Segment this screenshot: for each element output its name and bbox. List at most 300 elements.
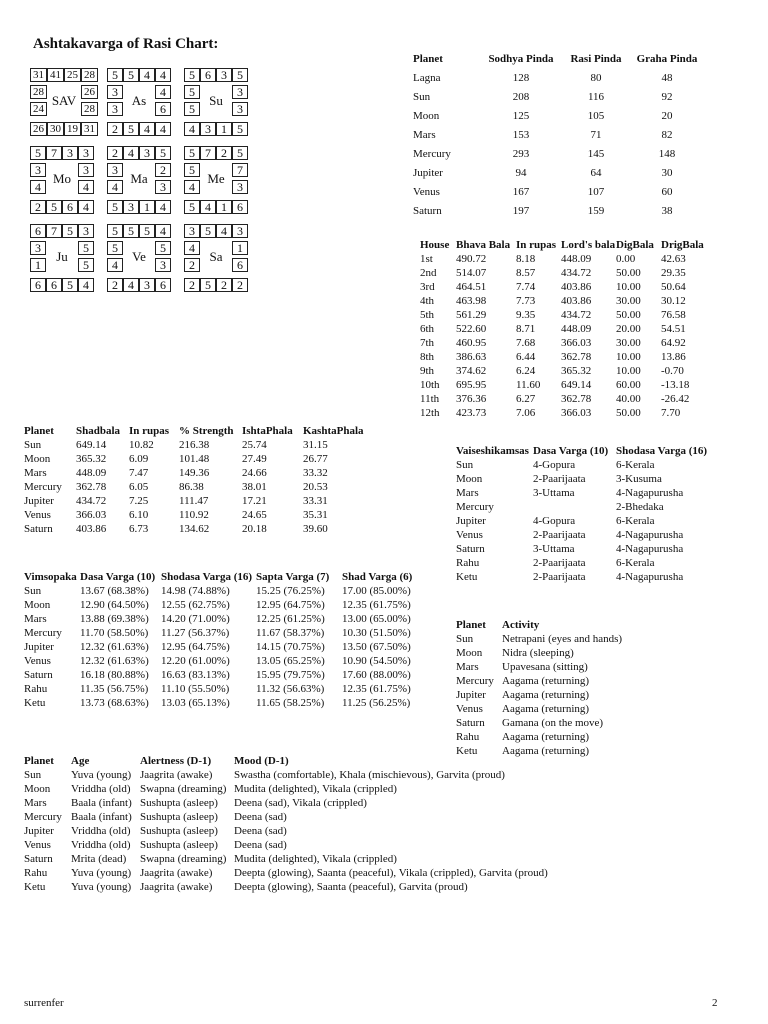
table-row bbox=[413, 164, 703, 183]
column-header: Lord's bala bbox=[561, 239, 616, 251]
table-cell: 11th bbox=[420, 393, 440, 405]
column-header: Activity bbox=[502, 619, 540, 631]
table-cell: Moon bbox=[456, 647, 483, 659]
table-cell: 434.72 bbox=[561, 309, 592, 321]
column-header: Vimsopaka bbox=[24, 571, 77, 583]
grid-cell: 3 bbox=[232, 180, 248, 194]
table-cell: Rahu bbox=[456, 557, 480, 569]
table-cell: 12.32 (61.63%) bbox=[80, 641, 149, 653]
grid-cell: 6 bbox=[200, 68, 216, 82]
table-cell: 50.64 bbox=[661, 281, 686, 293]
grid-label: Su bbox=[209, 93, 223, 108]
column-header: Sapta Varga (7) bbox=[256, 571, 330, 583]
table-cell: Lagna bbox=[413, 72, 441, 84]
table-cell: 25.74 bbox=[242, 439, 267, 451]
table-cell: 695.95 bbox=[456, 379, 487, 391]
grid-cell: 5 bbox=[184, 200, 200, 214]
grid-cell: 5 bbox=[78, 241, 94, 255]
table-cell: 376.36 bbox=[456, 393, 487, 405]
table-cell: 116 bbox=[587, 91, 605, 103]
table-cell: 7.68 bbox=[516, 337, 536, 349]
table-cell: Sushupta (asleep) bbox=[140, 839, 218, 851]
table-cell: 159 bbox=[587, 205, 605, 217]
grid-cell: 5 bbox=[123, 68, 139, 82]
table-cell: 2-Paarijaata bbox=[533, 473, 586, 485]
table-cell: 10.30 (51.50%) bbox=[342, 627, 411, 639]
grid-cell: 5 bbox=[200, 224, 216, 238]
table-cell: Mars bbox=[24, 467, 47, 479]
table-row bbox=[456, 660, 652, 674]
table-row bbox=[456, 716, 652, 730]
table-cell: 366.03 bbox=[561, 337, 592, 349]
table-row bbox=[24, 810, 548, 824]
table-cell: 8.18 bbox=[516, 253, 536, 265]
table-cell: Moon bbox=[456, 473, 483, 485]
column-header: % Strength bbox=[179, 425, 234, 437]
grid-cell: 4 bbox=[184, 122, 200, 136]
grid-cell: 6 bbox=[30, 224, 46, 238]
grid-cell: 30 bbox=[47, 122, 64, 136]
grid-cell: 28 bbox=[81, 68, 98, 82]
table-cell: 13.05 (65.25%) bbox=[256, 655, 325, 667]
table-cell: 3-Uttama bbox=[533, 487, 575, 499]
table-cell: 4-Nagapurusha bbox=[616, 543, 684, 555]
table-header-row bbox=[456, 444, 707, 458]
grid-su bbox=[184, 68, 254, 136]
grid-as bbox=[107, 68, 177, 136]
table-cell: 434.72 bbox=[76, 495, 107, 507]
table-cell: 20.00 bbox=[616, 323, 641, 335]
table-cell: 12.95 (64.75%) bbox=[256, 599, 325, 611]
table-cell: 50.00 bbox=[616, 309, 641, 321]
table-row bbox=[413, 126, 703, 145]
grid-cell: 26 bbox=[81, 85, 98, 99]
table-cell: 463.98 bbox=[456, 295, 487, 307]
grid-cell: 3 bbox=[155, 258, 171, 272]
grid-cell: 24 bbox=[30, 102, 47, 116]
table-cell: 12.35 (61.75%) bbox=[342, 599, 411, 611]
column-header: House bbox=[420, 239, 450, 251]
table-row bbox=[456, 458, 707, 472]
table-cell: Rahu bbox=[456, 731, 480, 743]
table-cell: 362.78 bbox=[561, 393, 592, 405]
table-row bbox=[24, 880, 548, 894]
table-cell: 8th bbox=[420, 351, 435, 363]
table-cell: 12.95 (64.75%) bbox=[161, 641, 230, 653]
grid-cell: 19 bbox=[64, 122, 81, 136]
table-cell: 366.03 bbox=[561, 407, 592, 419]
table-header-row bbox=[24, 424, 364, 438]
table-cell: 7.73 bbox=[516, 295, 536, 307]
grid-me bbox=[184, 146, 254, 214]
table-cell: 403.86 bbox=[76, 523, 107, 535]
table-cell: 12th bbox=[420, 407, 440, 419]
table-cell: 11.67 (58.37%) bbox=[256, 627, 325, 639]
grid-cell: 3 bbox=[155, 180, 171, 194]
table-cell: 4th bbox=[420, 295, 435, 307]
table-cell: Sushupta (asleep) bbox=[140, 797, 218, 809]
table-row bbox=[456, 688, 652, 702]
grid-cell: 2 bbox=[232, 278, 248, 292]
table-row bbox=[420, 336, 706, 350]
table-cell: 76.58 bbox=[661, 309, 686, 321]
table-cell: 10.00 bbox=[616, 365, 641, 377]
table-cell: Venus bbox=[24, 655, 51, 667]
grid-cell: 3 bbox=[107, 102, 123, 116]
grid-label: Me bbox=[207, 171, 225, 186]
table-cell: 60.00 bbox=[616, 379, 641, 391]
table-cell: Aagama (returning) bbox=[502, 675, 590, 687]
table-cell: 6th bbox=[420, 323, 435, 335]
column-header: Planet bbox=[24, 425, 54, 437]
table-cell: 13.73 (68.63%) bbox=[80, 697, 149, 709]
grid-cell: 3 bbox=[184, 224, 200, 238]
grid-cell: 1 bbox=[30, 258, 46, 272]
grid-cell: 4 bbox=[123, 146, 139, 160]
grid-cell: 4 bbox=[155, 85, 171, 99]
table-cell: Mercury bbox=[456, 675, 494, 687]
table-cell: Mercury bbox=[413, 148, 451, 160]
table-cell: Netrapani (eyes and hands) bbox=[502, 633, 623, 645]
column-header: Shodasa Varga (16) bbox=[616, 445, 708, 457]
grid-cell: 2 bbox=[30, 200, 46, 214]
table-cell: 134.62 bbox=[179, 523, 210, 535]
table-cell: 6-Kerala bbox=[616, 515, 655, 527]
table-cell: Mercury bbox=[24, 811, 62, 823]
grid-cell: 4 bbox=[107, 180, 123, 194]
table-cell: 12.55 (62.75%) bbox=[161, 599, 230, 611]
table-cell: 15.25 (76.25%) bbox=[256, 585, 325, 597]
grid-cell: 28 bbox=[81, 102, 98, 116]
table-cell: 39.60 bbox=[303, 523, 328, 535]
table-row bbox=[24, 668, 422, 682]
grid-cell: 3 bbox=[232, 224, 248, 238]
grid-cell: 4 bbox=[155, 68, 171, 82]
grid-cell: 2 bbox=[184, 278, 200, 292]
table-cell: 10.82 bbox=[129, 439, 154, 451]
table-cell: Swapna (dreaming) bbox=[140, 783, 227, 795]
table-cell: 12.90 (64.50%) bbox=[80, 599, 149, 611]
grid-ma bbox=[107, 146, 177, 214]
table-cell: 13.67 (68.38%) bbox=[80, 585, 149, 597]
table-cell: -13.18 bbox=[661, 379, 690, 391]
table-cell: 24.66 bbox=[242, 467, 267, 479]
table-cell: 649.14 bbox=[76, 439, 107, 451]
grid-cell: 6 bbox=[232, 258, 248, 272]
table-row bbox=[24, 480, 364, 494]
table-row bbox=[24, 796, 548, 810]
pinda-table bbox=[413, 50, 703, 221]
table-cell: 13.50 (67.50%) bbox=[342, 641, 411, 653]
table-cell: 35.31 bbox=[303, 509, 328, 521]
table-cell: 6-Kerala bbox=[616, 557, 655, 569]
grid-cell: 3 bbox=[30, 163, 46, 177]
table-row bbox=[24, 782, 548, 796]
table-cell: 125 bbox=[512, 110, 530, 122]
grid-cell: 5 bbox=[107, 200, 123, 214]
table-cell: 12.32 (61.63%) bbox=[80, 655, 149, 667]
table-row bbox=[24, 466, 364, 480]
column-header: Shadbala bbox=[76, 425, 121, 437]
grid-cell: 4 bbox=[30, 180, 46, 194]
table-cell: 10.90 (54.50%) bbox=[342, 655, 411, 667]
table-cell: 6.24 bbox=[516, 365, 536, 377]
table-cell: Mars bbox=[24, 797, 47, 809]
table-cell: 11.65 (58.25%) bbox=[256, 697, 325, 709]
grid-cell: 5 bbox=[123, 224, 139, 238]
table-cell: 8.57 bbox=[516, 267, 536, 279]
grid-mo bbox=[30, 146, 100, 214]
table-cell: 2-Paarijaata bbox=[533, 557, 586, 569]
table-row bbox=[413, 107, 703, 126]
table-cell: 11.35 (56.75%) bbox=[80, 683, 149, 695]
grid-cell: 3 bbox=[107, 163, 123, 177]
table-cell: Ketu bbox=[24, 881, 46, 893]
table-cell: 423.73 bbox=[456, 407, 487, 419]
table-cell: Aagama (returning) bbox=[502, 731, 590, 743]
table-cell: Yuva (young) bbox=[71, 867, 132, 879]
table-cell: 14.15 (70.75%) bbox=[256, 641, 325, 653]
grid-cell: 3 bbox=[139, 278, 155, 292]
table-row bbox=[420, 392, 706, 406]
table-cell: 464.51 bbox=[456, 281, 487, 293]
grid-cell: 5 bbox=[232, 146, 248, 160]
table-row bbox=[420, 308, 706, 322]
table-cell: 12.35 (61.75%) bbox=[342, 683, 411, 695]
table-cell: Venus bbox=[456, 529, 483, 541]
table-cell: 2-Paarijaata bbox=[533, 571, 586, 583]
table-cell: Jaagrita (awake) bbox=[140, 881, 213, 893]
column-header: Dasa Varga (10) bbox=[533, 445, 609, 457]
grid-cell: 5 bbox=[184, 102, 200, 116]
table-cell: Saturn bbox=[24, 523, 53, 535]
table-row bbox=[420, 280, 706, 294]
table-cell: Mercury bbox=[24, 481, 62, 493]
table-cell: 649.14 bbox=[561, 379, 592, 391]
table-cell: 7.06 bbox=[516, 407, 536, 419]
column-header: Planet bbox=[24, 755, 54, 767]
table-cell: 365.32 bbox=[561, 365, 592, 377]
grid-sav bbox=[30, 68, 100, 135]
table-cell: 6.73 bbox=[129, 523, 149, 535]
grid-cell: 7 bbox=[46, 146, 62, 160]
table-cell: 7th bbox=[420, 337, 435, 349]
table-cell: 105 bbox=[587, 110, 605, 122]
grid-cell: 3 bbox=[78, 224, 94, 238]
table-cell: 167 bbox=[512, 186, 530, 198]
grid-cell: 4 bbox=[139, 68, 155, 82]
grid-cell: 31 bbox=[81, 122, 98, 136]
shadbala-table bbox=[24, 424, 364, 536]
table-cell: 92 bbox=[661, 91, 673, 103]
table-cell: 38 bbox=[661, 205, 673, 217]
column-header: Bhava Bala bbox=[456, 239, 511, 251]
grid-cell: 3 bbox=[78, 163, 94, 177]
table-cell: Sushupta (asleep) bbox=[140, 811, 218, 823]
table-cell: Jaagrita (awake) bbox=[140, 867, 213, 879]
table-cell: Rahu bbox=[24, 867, 48, 879]
table-row bbox=[456, 514, 707, 528]
table-row bbox=[24, 452, 364, 466]
table-cell: 6.44 bbox=[516, 351, 536, 363]
grid-cell: 2 bbox=[216, 278, 232, 292]
grid-cell: 5 bbox=[184, 85, 200, 99]
table-row bbox=[413, 183, 703, 202]
table-cell: Mrita (dead) bbox=[71, 853, 127, 865]
table-cell: Yuva (young) bbox=[71, 881, 132, 893]
grid-cell: 4 bbox=[139, 122, 155, 136]
grid-cell: 3 bbox=[232, 102, 248, 116]
grid-cell: 7 bbox=[200, 146, 216, 160]
table-cell: 30.12 bbox=[661, 295, 686, 307]
table-cell: 14.98 (74.88%) bbox=[161, 585, 230, 597]
column-header: Dasa Varga (10) bbox=[80, 571, 156, 583]
grid-cell: 4 bbox=[155, 122, 171, 136]
grid-label: Sa bbox=[209, 249, 223, 264]
table-cell: 7.47 bbox=[129, 467, 149, 479]
grid-label: As bbox=[131, 93, 147, 108]
table-cell: 11.32 (56.63%) bbox=[256, 683, 325, 695]
grid-cell: 31 bbox=[30, 68, 47, 82]
table-row bbox=[456, 674, 652, 688]
table-cell: Moon bbox=[24, 783, 51, 795]
table-cell: 17.00 (85.00%) bbox=[342, 585, 411, 597]
table-cell: Ketu bbox=[456, 571, 478, 583]
table-cell: 42.63 bbox=[661, 253, 686, 265]
table-cell: 153 bbox=[512, 129, 530, 141]
table-row bbox=[24, 584, 422, 598]
table-cell: 26.77 bbox=[303, 453, 328, 465]
table-cell: 4-Nagapurusha bbox=[616, 571, 684, 583]
grid-cell: 5 bbox=[155, 241, 171, 255]
grid-cell: 5 bbox=[184, 146, 200, 160]
grid-cell: 3 bbox=[123, 200, 139, 214]
table-cell: 6.09 bbox=[129, 453, 149, 465]
grid-cell: 2 bbox=[155, 163, 171, 177]
table-cell: 6.27 bbox=[516, 393, 536, 405]
table-cell: 403.86 bbox=[561, 295, 592, 307]
table-cell: 448.09 bbox=[561, 323, 592, 335]
footer-left: surrenfer bbox=[24, 997, 64, 1009]
table-cell: 561.29 bbox=[456, 309, 487, 321]
grid-cell: 5 bbox=[184, 163, 200, 177]
table-cell: 8.71 bbox=[516, 323, 536, 335]
table-cell: Saturn bbox=[24, 669, 53, 681]
table-header-row bbox=[456, 618, 652, 632]
table-cell: Sun bbox=[24, 439, 42, 451]
table-row bbox=[24, 438, 364, 452]
table-cell: Mercury bbox=[456, 501, 494, 513]
table-cell: 6.10 bbox=[129, 509, 149, 521]
column-header: Sodhya Pinda bbox=[488, 53, 554, 65]
grid-cell: 41 bbox=[47, 68, 64, 82]
table-cell: 11.10 (55.50%) bbox=[161, 683, 230, 695]
table-cell: Swastha (comfortable), Khala (mischievous), Garvita (proud) bbox=[234, 769, 505, 781]
table-cell: Aagama (returning) bbox=[502, 689, 590, 701]
table-cell: 3-Uttama bbox=[533, 543, 575, 555]
table-row bbox=[456, 528, 707, 542]
table-cell: 4-Nagapurusha bbox=[616, 487, 684, 499]
grid-cell: 6 bbox=[155, 278, 171, 292]
table-cell: -0.70 bbox=[661, 365, 684, 377]
table-cell: 71 bbox=[590, 129, 602, 141]
table-row bbox=[420, 252, 706, 266]
column-header: IshtaPhala bbox=[242, 425, 293, 437]
table-cell: Saturn bbox=[456, 543, 485, 555]
table-cell: 110.92 bbox=[179, 509, 209, 521]
column-header: Shad Varga (6) bbox=[342, 571, 413, 583]
table-cell: 107 bbox=[587, 186, 605, 198]
table-row bbox=[413, 202, 703, 221]
table-cell: 3-Kusuma bbox=[616, 473, 662, 485]
table-cell: Venus bbox=[413, 186, 440, 198]
grid-label: Ma bbox=[130, 171, 148, 186]
grid-cell: 5 bbox=[200, 278, 216, 292]
column-header: In rupas bbox=[516, 239, 557, 251]
table-cell: 64 bbox=[590, 167, 602, 179]
table-row bbox=[413, 145, 703, 164]
grid-cell: 2 bbox=[184, 258, 200, 272]
table-cell: Yuva (young) bbox=[71, 769, 132, 781]
grid-cell: 4 bbox=[107, 258, 123, 272]
table-cell: 13.03 (65.13%) bbox=[161, 697, 230, 709]
table-cell: 448.09 bbox=[76, 467, 107, 479]
table-row bbox=[24, 696, 422, 710]
table-cell: 60 bbox=[661, 186, 673, 198]
table-cell: 24.65 bbox=[242, 509, 267, 521]
table-cell: 2-Bhedaka bbox=[616, 501, 664, 513]
table-row bbox=[456, 702, 652, 716]
table-cell: Jupiter bbox=[24, 641, 54, 653]
table-row bbox=[420, 350, 706, 364]
table-row bbox=[24, 494, 364, 508]
table-row bbox=[420, 294, 706, 308]
grid-ju bbox=[30, 224, 100, 292]
table-cell: 50.00 bbox=[616, 407, 641, 419]
table-cell: 13.86 bbox=[661, 351, 686, 363]
table-cell: Saturn bbox=[413, 205, 442, 217]
grid-ve bbox=[107, 224, 177, 292]
grid-cell: 4 bbox=[184, 241, 200, 255]
table-cell: 64.92 bbox=[661, 337, 686, 349]
table-cell: Deena (sad), Vikala (crippled) bbox=[234, 797, 367, 809]
bhava-bala-table bbox=[420, 238, 706, 420]
table-cell: 4-Gopura bbox=[533, 515, 576, 527]
grid-cell: 4 bbox=[155, 224, 171, 238]
table-cell: 365.32 bbox=[76, 453, 107, 465]
column-header: KashtaPhala bbox=[303, 425, 364, 437]
table-row bbox=[456, 570, 707, 584]
table-cell: 33.31 bbox=[303, 495, 328, 507]
grid-cell: 5 bbox=[62, 224, 78, 238]
table-row bbox=[24, 682, 422, 696]
table-cell: 149.36 bbox=[179, 467, 210, 479]
table-cell: Moon bbox=[24, 453, 51, 465]
table-cell: 9.35 bbox=[516, 309, 536, 321]
table-cell: Ketu bbox=[456, 745, 478, 757]
table-cell: 30.00 bbox=[616, 295, 641, 307]
table-row bbox=[24, 838, 548, 852]
table-cell: 10.00 bbox=[616, 281, 641, 293]
table-cell: Mars bbox=[456, 661, 479, 673]
grid-cell: 2 bbox=[216, 146, 232, 160]
table-cell: 386.63 bbox=[456, 351, 487, 363]
table-cell: Deena (sad) bbox=[234, 839, 287, 851]
grid-cell: 4 bbox=[155, 200, 171, 214]
table-cell: 434.72 bbox=[561, 267, 592, 279]
table-row bbox=[24, 768, 548, 782]
table-cell: 7.70 bbox=[661, 407, 681, 419]
